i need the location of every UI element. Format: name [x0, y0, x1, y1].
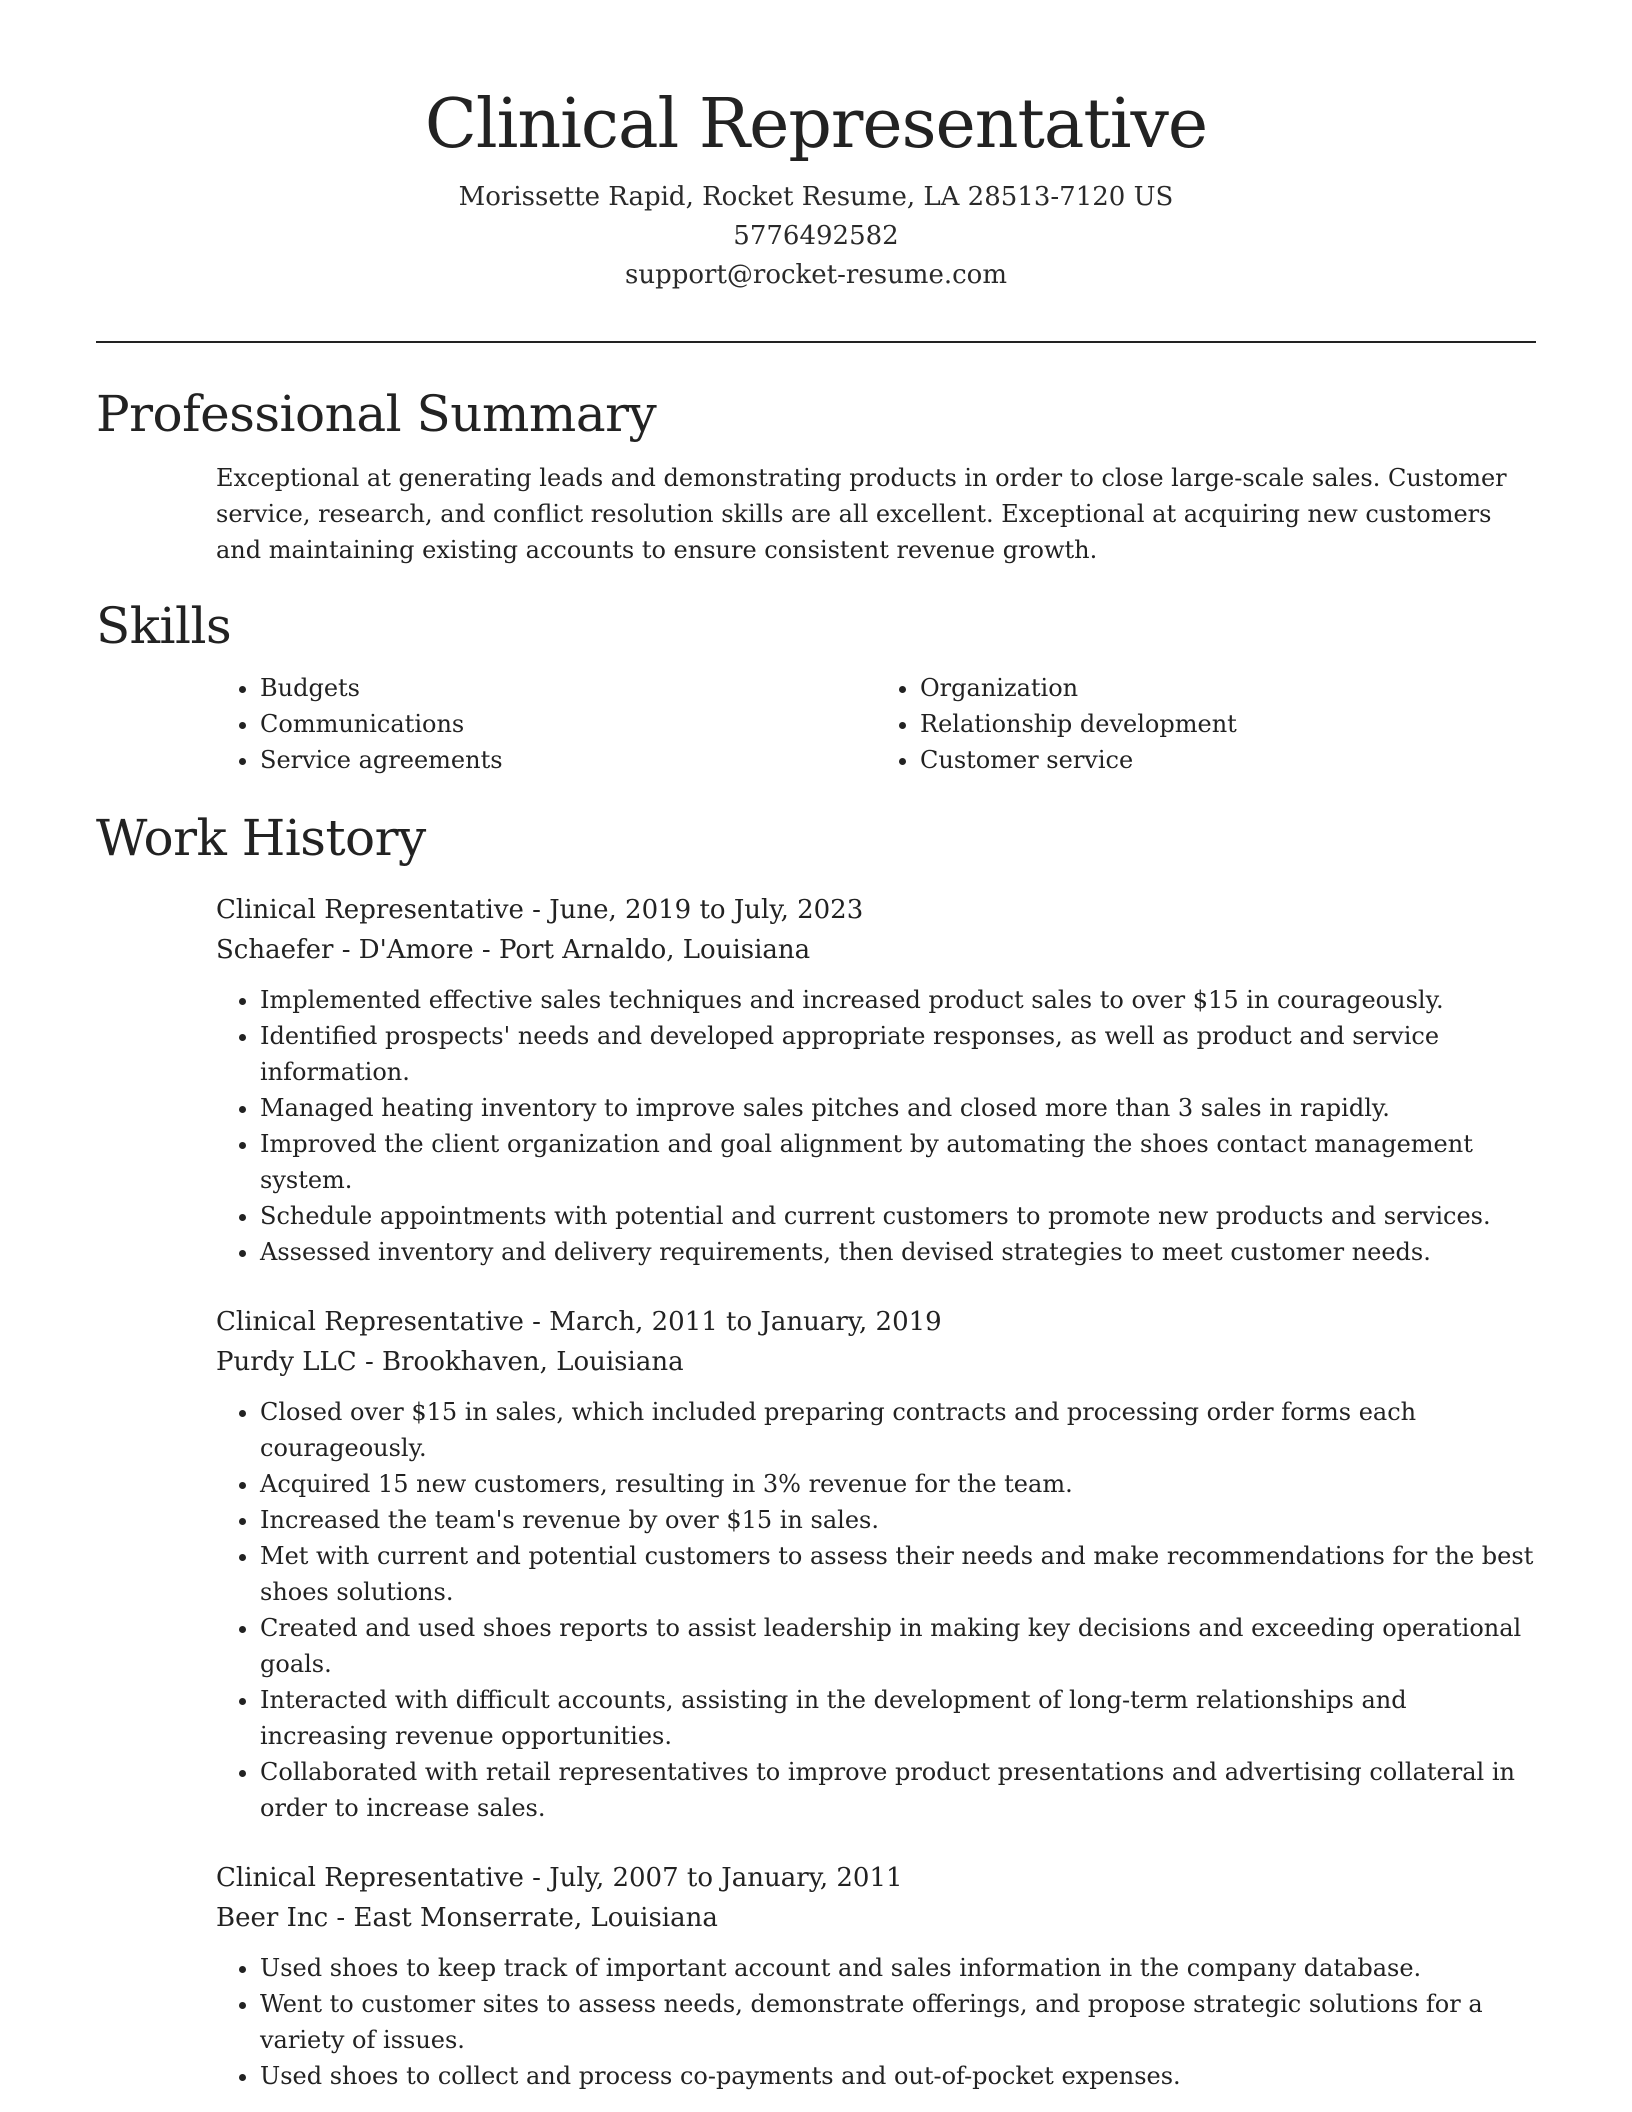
job-entry — [216, 890, 1536, 1270]
job-bullet: • Collaborated with retail representatives to improve product presentations and advertising collateral in order to increase sales. — [260, 1754, 1536, 1826]
resume-header — [96, 80, 1536, 295]
skill-item: • Communications — [260, 706, 876, 742]
skills-list — [216, 670, 1536, 778]
skill-item: • Customer service — [920, 742, 1536, 778]
job-bullet: • Used shoes to collect and process co-payments and out-of-pocket expenses. — [260, 2058, 1536, 2094]
phone: 5776492582 — [733, 221, 899, 251]
skill-item: • Service agreements — [260, 742, 876, 778]
job-bullet: • Used shoes to keep track of important account and sales information in the company database. — [260, 1950, 1536, 1986]
skills-column-left — [216, 670, 876, 778]
job-title-line: Clinical Representative - March, 2011 to January, 2019 — [216, 1307, 942, 1337]
header-divider — [96, 341, 1536, 343]
job-bullets — [216, 982, 1536, 1270]
job-bullet: • Closed over $15 in sales, which included preparing contracts and processing order forms each courageously. — [260, 1394, 1536, 1466]
job-bullet: • Created and used shoes reports to assist leadership in making key decisions and exceeding operational goals. — [260, 1610, 1536, 1682]
skills-column-right — [876, 670, 1536, 778]
job-bullets — [216, 1950, 1536, 2094]
job-bullet: • Schedule appointments with potential and current customers to promote new products and services. — [260, 1198, 1536, 1234]
job-bullet: • Met with current and potential customers to assess their needs and make recommendations for the best shoes solutions. — [260, 1538, 1536, 1610]
job-employer-line: Purdy LLC - Brookhaven, Louisiana — [216, 1347, 684, 1377]
skill-item: • Relationship development — [920, 706, 1536, 742]
job-bullet: • Increased the team's revenue by over $15 in sales. — [260, 1502, 1536, 1538]
work-history-section — [96, 806, 1536, 2094]
skill-item: • Budgets — [260, 670, 876, 706]
job-bullet: • Went to customer sites to assess needs, demonstrate offerings, and propose strategic solutions for a variety of issues. — [260, 1986, 1536, 2058]
email: support@rocket-resume.com — [624, 260, 1007, 290]
job-bullet: • Interacted with difficult accounts, assisting in the development of long-term relationships and increasing revenue opportunities. — [260, 1682, 1536, 1754]
job-bullets — [216, 1394, 1536, 1826]
job-bullet: • Identified prospects' needs and developed appropriate responses, as well as product and service information. — [260, 1018, 1536, 1090]
candidate-name: Clinical Representative — [424, 85, 1208, 164]
job-entry — [216, 1302, 1536, 1826]
summary-section — [96, 382, 1536, 568]
skills-section — [96, 594, 1536, 778]
job-bullet: • Assessed inventory and delivery requirements, then devised strategies to meet customer needs. — [260, 1234, 1536, 1270]
job-bullet: • Implemented effective sales techniques and increased product sales to over $15 in courageously. — [260, 982, 1536, 1018]
job-bullet: • Acquired 15 new customers, resulting in 3% revenue for the team. — [260, 1466, 1536, 1502]
job-employer-line: Beer Inc - East Monserrate, Louisiana — [216, 1903, 718, 1933]
skills-heading: Skills — [96, 597, 232, 655]
job-employer-line: Schaefer - D'Amore - Port Arnaldo, Louisiana — [216, 935, 811, 965]
summary-text: Exceptional at generating leads and demonstrating products in order to close large-scale sales. Customer service, research, and conflict resolution skills are all excellent. Exceptional at acquiring new customers and maintaining existing accounts to ensure consistent revenue growth. — [216, 464, 1507, 564]
job-bullet: • Managed heating inventory to improve sales pitches and closed more than 3 sales in rapidly. — [260, 1090, 1536, 1126]
work-history-heading: Work History — [96, 809, 426, 867]
skill-item: • Organization — [920, 670, 1536, 706]
summary-heading: Professional Summary — [96, 385, 657, 443]
job-title-line: Clinical Representative - June, 2019 to July, 2023 — [216, 895, 864, 925]
address: Morissette Rapid, Rocket Resume, LA 28513-7120 US — [458, 182, 1174, 212]
job-bullet: • Improved the client organization and goal alignment by automating the shoes contact management system. — [260, 1126, 1536, 1198]
job-entry — [216, 1858, 1536, 2094]
job-title-line: Clinical Representative - July, 2007 to January, 2011 — [216, 1863, 903, 1893]
